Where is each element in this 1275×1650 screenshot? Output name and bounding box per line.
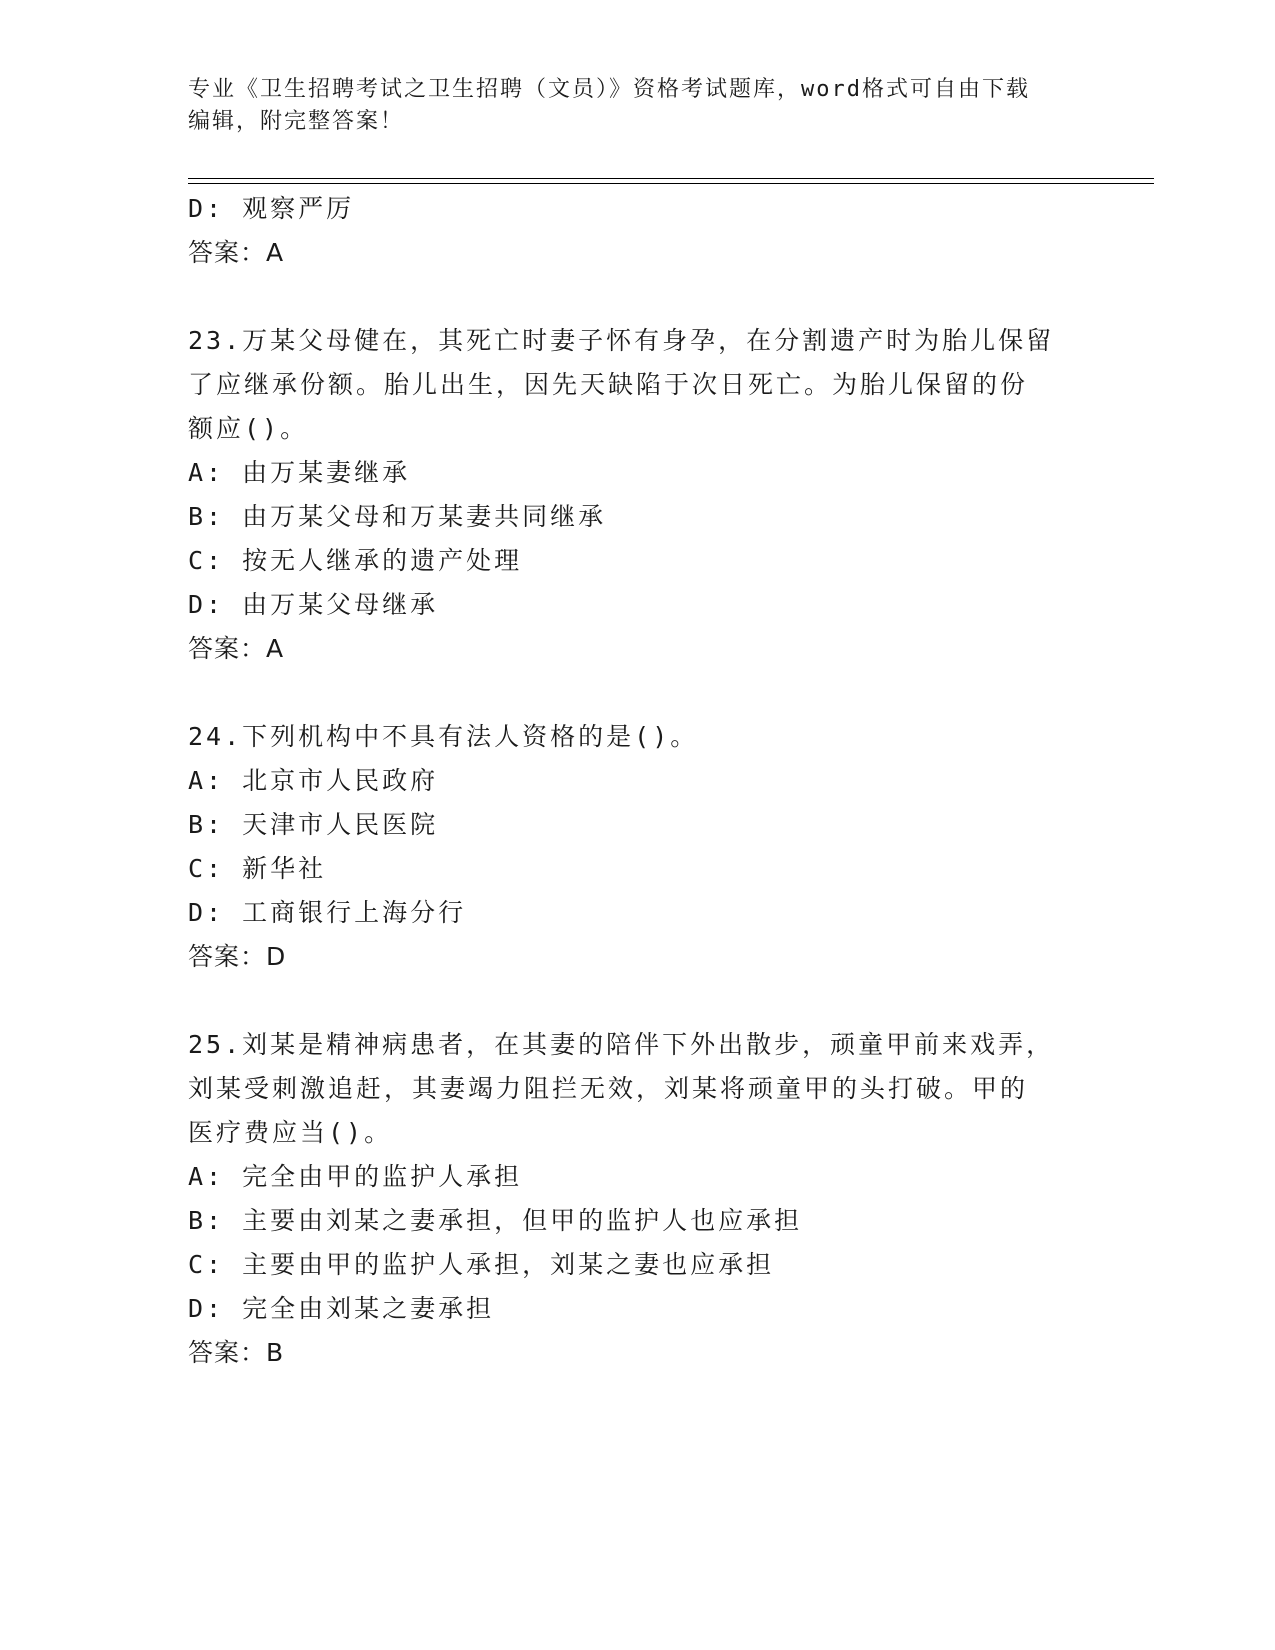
header-divider-bottom	[188, 183, 1154, 184]
q24-option-a: A: 北京市人民政府	[188, 766, 439, 795]
header-line-1: 专业《卫生招聘考试之卫生招聘（文员）》资格考试题库，word格式可自由下载	[188, 77, 1030, 102]
q24-option-c: C: 新华社	[188, 854, 327, 883]
prev-option-d: D: 观察严厉	[188, 194, 355, 223]
q24-option-d: D: 工商银行上海分行	[188, 898, 467, 927]
q25-stem-line-3: 医疗费应当()。	[188, 1118, 393, 1147]
q25-option-d: D: 完全由刘某之妻承担	[188, 1294, 495, 1323]
q24-answer: 答案：D	[188, 942, 287, 971]
q24-stem-line-1: 24.下列机构中不具有法人资格的是()。	[188, 722, 699, 751]
header-line-2: 编辑，附完整答案！	[188, 109, 405, 134]
q23-stem-line-3: 额应()。	[188, 414, 309, 443]
q24-option-b: B: 天津市人民医院	[188, 810, 439, 839]
q23-option-d: D: 由万某父母继承	[188, 590, 439, 619]
q25-option-a: A: 完全由甲的监护人承担	[188, 1162, 523, 1191]
prev-answer: 答案：A	[188, 238, 285, 267]
q23-option-c: C: 按无人继承的遗产处理	[188, 546, 523, 575]
q23-option-a: A: 由万某妻继承	[188, 458, 411, 487]
q23-answer: 答案：A	[188, 634, 285, 663]
document-header	[188, 74, 1088, 138]
header-divider-top	[188, 178, 1154, 179]
q23-stem-line-1: 23.万某父母健在，其死亡时妻子怀有身孕，在分割遗产时为胎儿保留	[188, 326, 1055, 355]
q25-stem-line-1: 25.刘某是精神病患者，在其妻的陪伴下外出散步，顽童甲前来戏弄，	[188, 1030, 1055, 1059]
q23-option-b: B: 由万某父母和万某妻共同继承	[188, 502, 607, 531]
q25-answer: 答案：B	[188, 1338, 285, 1367]
q25-option-b: B: 主要由刘某之妻承担，但甲的监护人也应承担	[188, 1206, 803, 1235]
q25-stem-line-2: 刘某受刺激追赶，其妻竭力阻拦无效，刘某将顽童甲的头打破。甲的	[188, 1074, 1029, 1103]
q25-option-c: C: 主要由甲的监护人承担，刘某之妻也应承担	[188, 1250, 775, 1279]
q23-stem-line-2: 了应继承份额。胎儿出生，因先天缺陷于次日死亡。为胎儿保留的份	[188, 370, 1029, 399]
